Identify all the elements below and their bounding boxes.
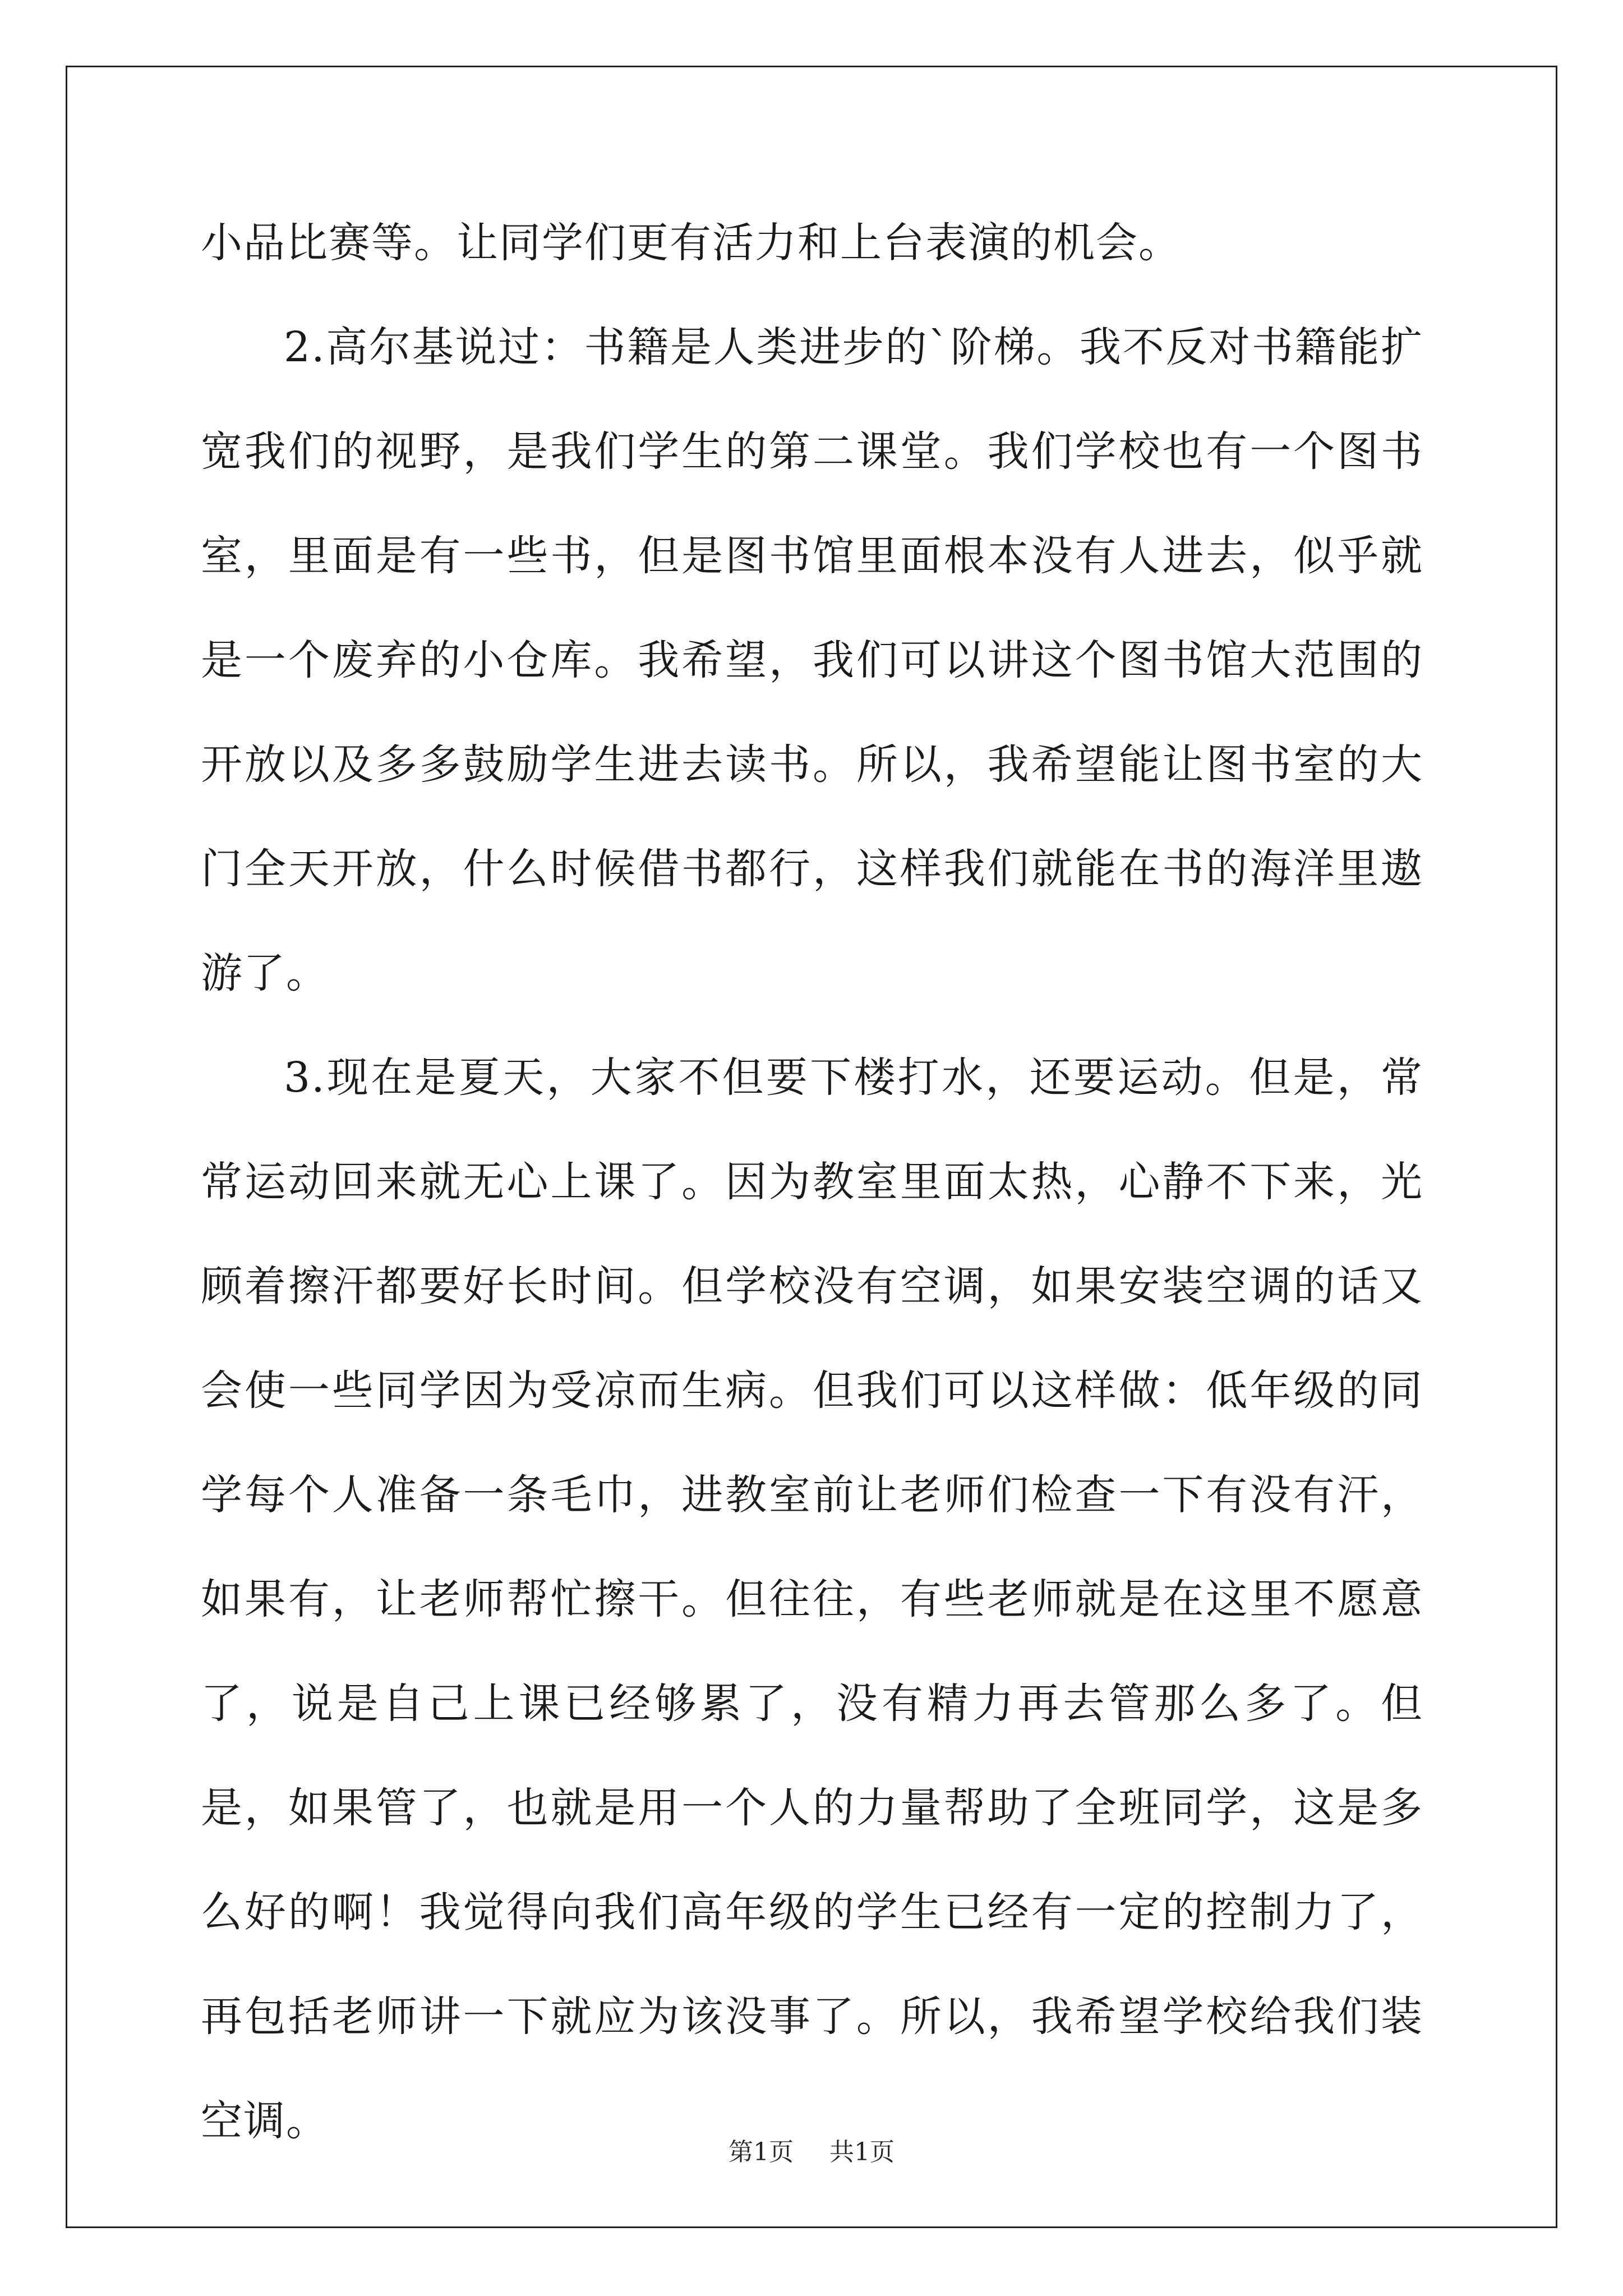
paragraph-2: 2.高尔基说过：书籍是人类进步的`阶梯。我不反对书籍能扩宽我们的视野，是我们学生的第二课堂。我们学校也有一个图书室，里面是有一些书，但是图书馆里面根本没有人进去，似乎就是一个废弃的小仓库。我希望，我们可以讲这个图书馆大范围的开放以及多多鼓励学生进去读书。所以，我希望能让图书室的大门全天开放，什么时候借书都行，这样我们就能在书的海洋里遨游了。 bbox=[201, 323, 1423, 997]
page-number-current: 第1页 bbox=[728, 2138, 794, 2166]
page-number-total: 共1页 bbox=[829, 2138, 895, 2166]
paragraph-3: 3.现在是夏天，大家不但要下楼打水，还要运动。但是，常常运动回来就无心上课了。因为教室里面太热，心静不下来，光顾着擦汗都要好长时间。但学校没有空调，如果安装空调的话又会使一些同学因为受凉而生病。但我们可以这样做：低年级的同学每个人准备一条毛巾，进教室前让老师们检查一下有没有汗，如果有，让老师帮忙擦干。但往往，有些老师就是在这里不愿意了，说是自己上课已经够累了，没有精力再去管那么多了。但是，如果管了，也就是用一个人的力量帮助了全班同学，这是多么好的啊！我觉得向我们高年级的学生已经有一定的控制力了，再包括老师讲一下就应为该没事了。所以，我希望学校给我们装空调。 bbox=[201, 1053, 1423, 2145]
page-footer bbox=[0, 2132, 1623, 2168]
document-body bbox=[201, 191, 1423, 2173]
paragraph-1: 小品比赛等。让同学们更有活力和上台表演的机会。 bbox=[201, 219, 1181, 267]
